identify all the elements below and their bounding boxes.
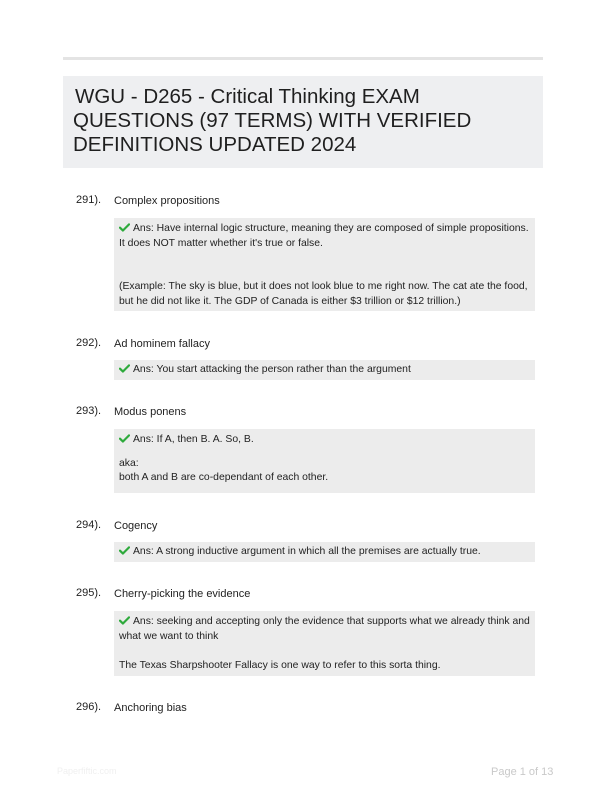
term-number: 293). (76, 405, 102, 417)
document-title-box (63, 76, 543, 168)
term-number: 292). (76, 337, 102, 349)
term-label: Modus ponens (114, 406, 187, 418)
answer-box (114, 542, 535, 562)
answer-line: Ans: Have internal logic structure, meaning they are composed of simple propositions. It does NOT matter whether it's true or false. (119, 223, 529, 249)
check-icon (119, 223, 130, 232)
term-number: 291). (76, 194, 102, 206)
term-label: Cherry-picking the evidence (114, 588, 251, 600)
answer-line: Ans: A strong inductive argument in which all the premises are actually true. (133, 546, 481, 557)
title-line: QUESTIONS (97 TERMS) WITH VERIFIED (73, 109, 472, 132)
answer-box (114, 429, 535, 493)
document-title (73, 85, 533, 157)
top-divider (63, 57, 543, 60)
answer-line: Ans: If A, then B. A. So, B. (133, 434, 254, 445)
check-icon (119, 546, 130, 555)
title-line: DEFINITIONS UPDATED 2024 (73, 133, 357, 156)
check-icon (119, 434, 130, 443)
term-label: Ad hominem fallacy (114, 338, 210, 350)
answer-box (114, 611, 535, 676)
term-label: Anchoring bias (114, 702, 187, 714)
answer-box (114, 218, 535, 311)
answer-line: aka: (119, 457, 139, 469)
term-label: Complex propositions (114, 195, 220, 207)
term-label: Cogency (114, 520, 158, 532)
answer-line: (Example: The sky is blue, but it does not look blue to me right now. The cat ate the food, but he did not like it. The GDP of Canada is either $3 trillion or $12 trillion.) (119, 281, 528, 307)
answer-text (119, 545, 530, 560)
check-icon (119, 364, 130, 373)
term-number: 295). (76, 587, 102, 599)
answer-box (114, 360, 535, 380)
check-icon (119, 616, 130, 625)
answer-line: both A and B are co-dependant of each other. (119, 472, 329, 484)
page-indicator: Page 1 of 13 (491, 766, 554, 778)
answer-text (119, 363, 530, 378)
watermark-text: Paperfiftic.com (57, 766, 117, 776)
answer-line: Ans: You start attacking the person rather than the argument (133, 364, 411, 375)
answer-text (119, 433, 530, 448)
answer-text (119, 615, 530, 644)
answer-text (119, 222, 530, 251)
term-number: 296). (76, 701, 102, 713)
title-line: WGU - D265 - Critical Thinking EXAM (75, 85, 420, 108)
term-number: 294). (76, 519, 102, 531)
answer-line: The Texas Sharpshooter Fallacy is one way to refer to this sorta thing. (119, 660, 441, 672)
answer-line: Ans: seeking and accepting only the evidence that supports what we already think and what we want to think (119, 616, 530, 642)
